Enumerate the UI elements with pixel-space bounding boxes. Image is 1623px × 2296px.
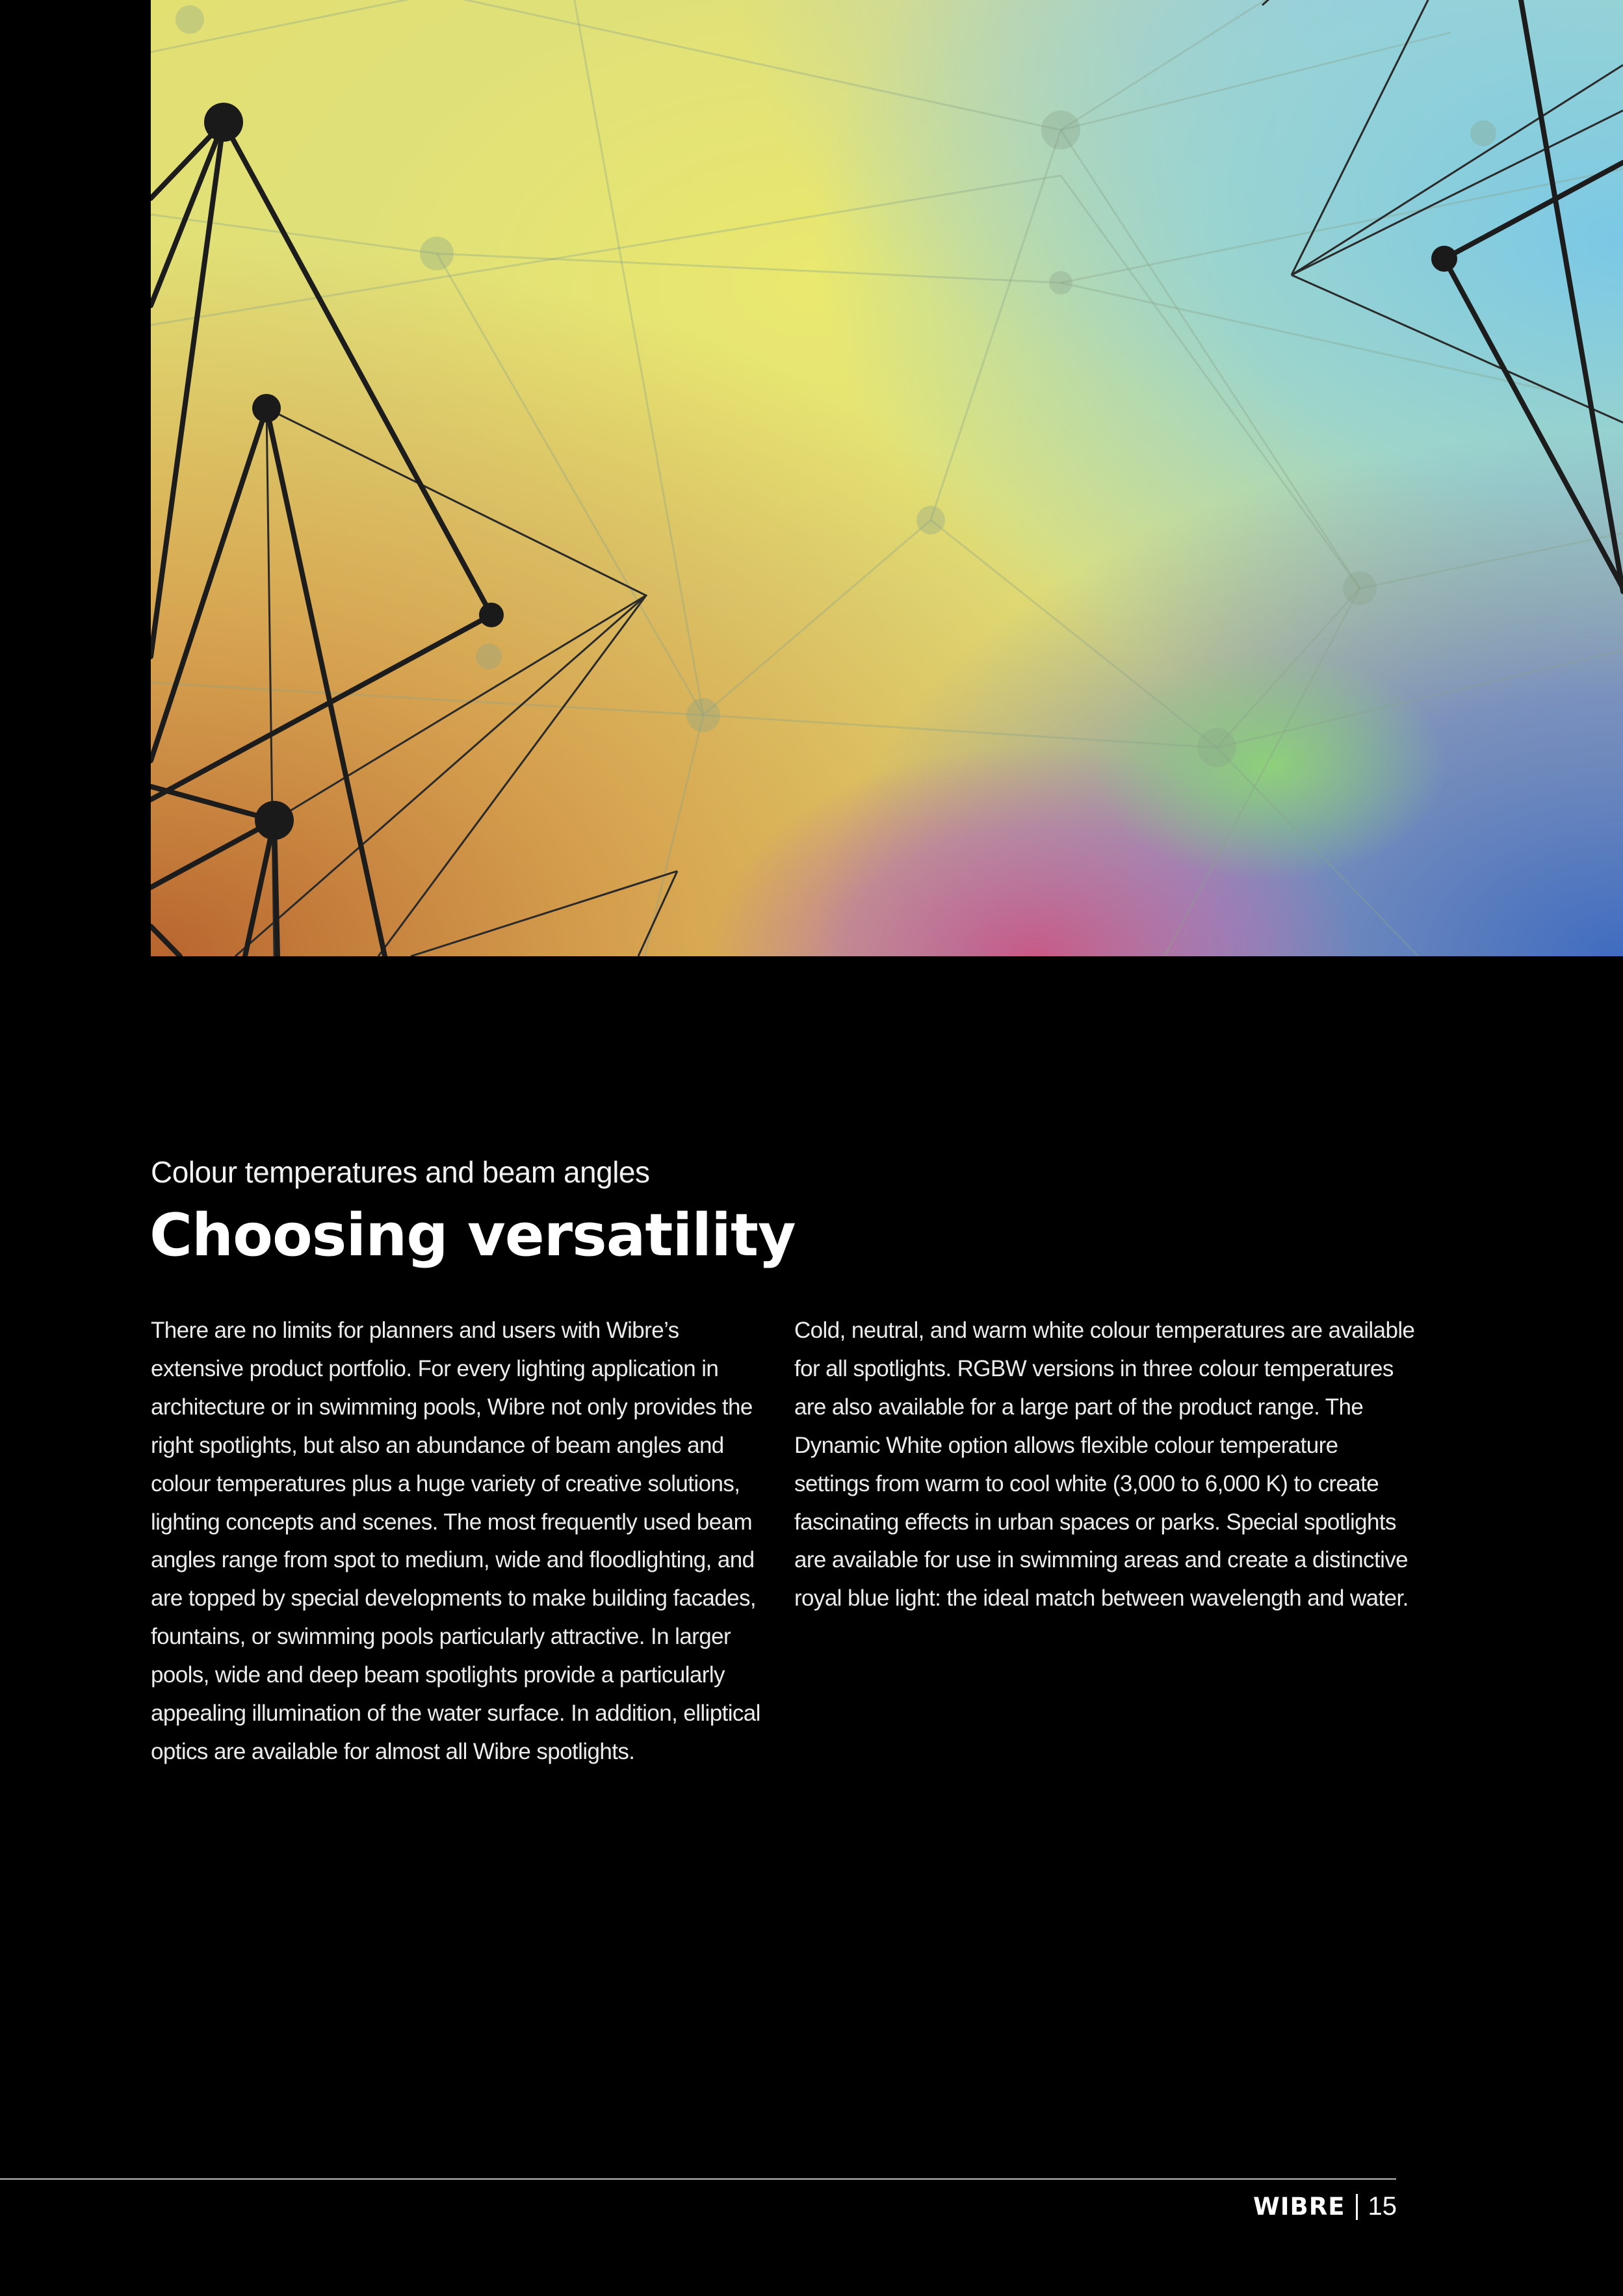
hero-artwork [151,0,1623,956]
section-subtitle: Colour temperatures and beam angles [151,1155,650,1189]
page-number: 15 [1368,2192,1397,2221]
footer-divider [0,2178,1396,2180]
page-title: Choosing versatility [149,1201,796,1270]
footer-separator [1356,2194,1358,2220]
page-footer [1253,2192,1397,2221]
body-column-right: Cold, neutral, and warm white colour temperatures are available for all spotlights. RGBW versions in three colour temperatures are also available for a large part of the product range. The Dynamic White option allows flexible colour temperature settings from warm to cool white (3,000 to 6,000 K) to create fascinating effects in urban spaces or parks. Special spotlights are available for use in swimming areas and create a distinctive royal blue light: the ideal match between wavelength and water. [794,1318,1415,1611]
brand-logo: WIBRE [1253,2193,1345,2221]
hero-image [151,0,1623,956]
body-column-left: There are no limits for planners and users with Wibre’s extensive product portfolio. For every lighting application in architecture or in swimming pools, Wibre not only provides the right spotlights, but also an abundance of beam angles and colour temperatures plus a huge variety of creative solutions, lighting concepts and scenes. The most frequently used beam angles range from spot to medium, wide and floodlighting, and are topped by special developments to make building facades, fountains, or swimming pools particularly attractive. In larger pools, wide and deep beam spotlights provide a particularly appealing illumination of the water surface. In addition, elliptical optics are available for almost all Wibre spotlights. [151,1318,760,1764]
